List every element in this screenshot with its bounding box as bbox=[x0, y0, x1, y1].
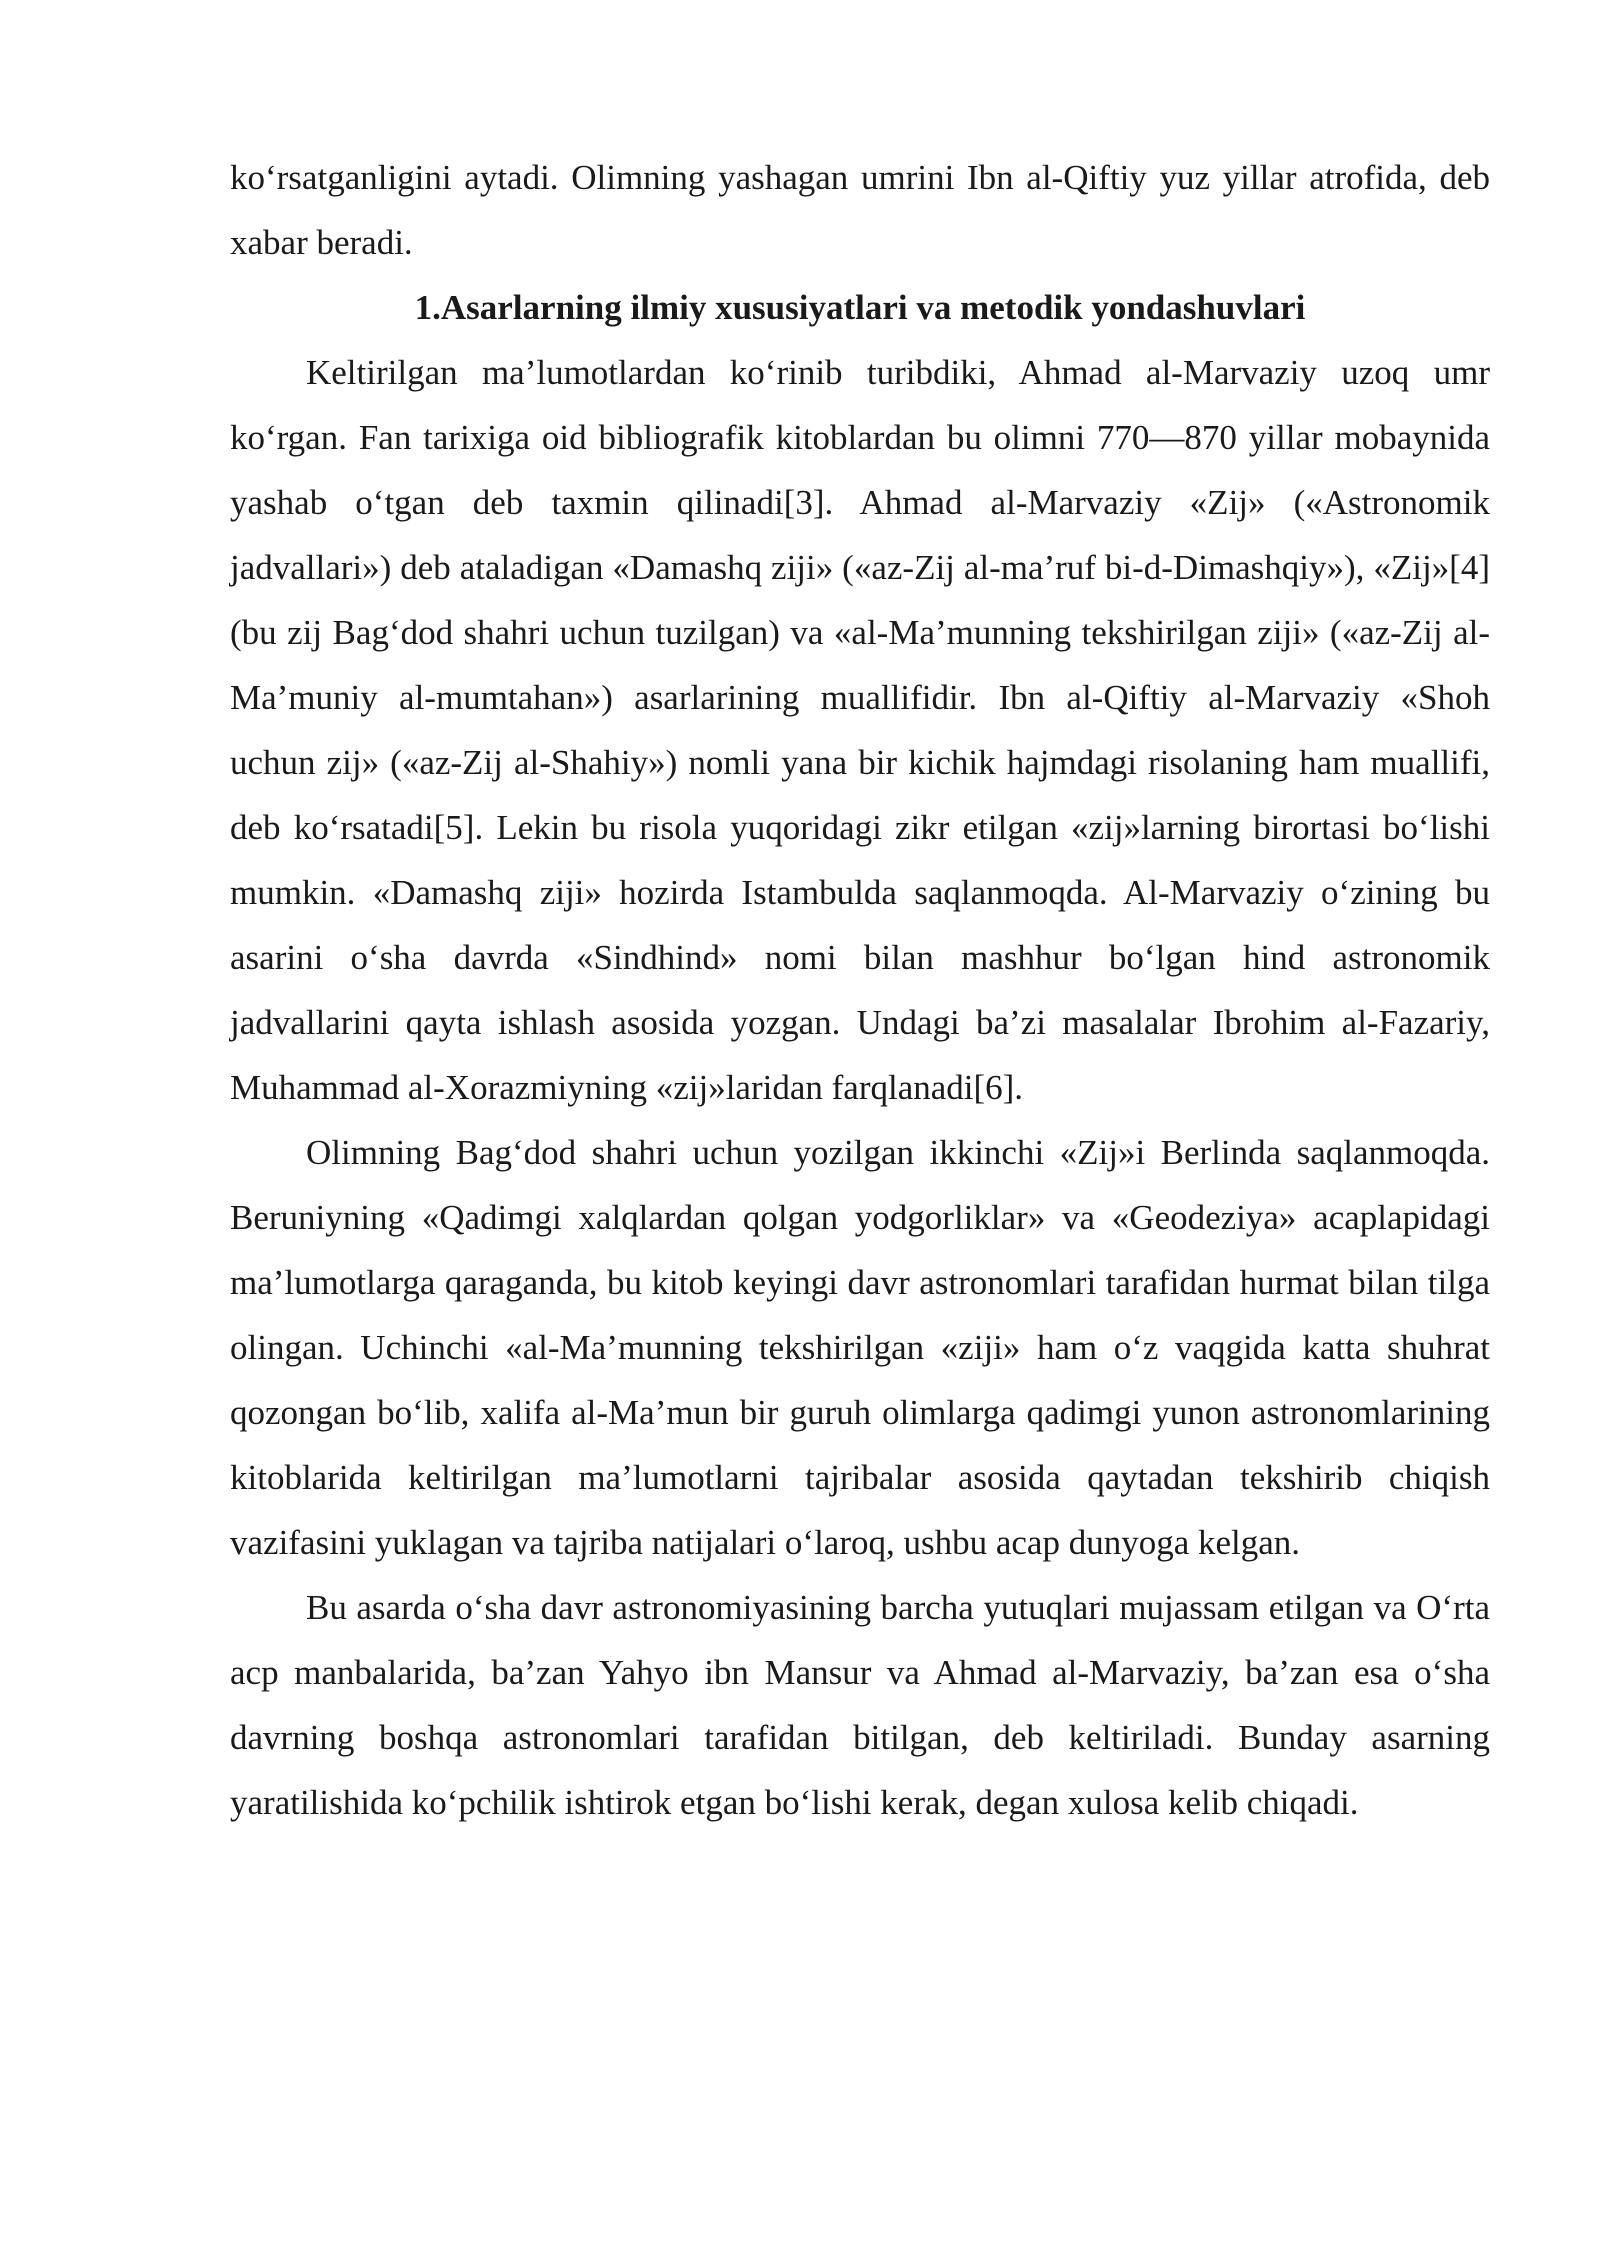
section-heading: 1.Asarlarning ilmiy xususiyatlari va metodik yondashuvlari bbox=[414, 288, 1306, 327]
paragraph-3: Bu asarda o‘sha davr astronomiyasining barcha yutuqlari mujassam etilgan va O‘rta acp manbalarida, ba’zan Yahyo ibn Mansur va Ahmad al-Marvaziy, ba’zan esa o‘sha davrning boshqa astronomlari tarafidan bitilgan, deb keltiriladi. Bunday asarning yaratilishida ko‘pchilik ishtirok etgan bo‘lishi kerak, degan xulosa kelib chiqadi. bbox=[230, 1588, 1490, 1822]
paragraph-continuation: ko‘rsatganligini aytadi. Olimning yashagan umrini Ibn al-Qiftiy yuz yillar atrofida, deb xabar beradi. bbox=[230, 158, 1490, 262]
paragraph-1: Keltirilgan ma’lumotlardan ko‘rinib turibdiki, Ahmad al-Marvaziy uzoq umr ko‘rgan. Fan tarixiga oid bibliografik kitoblardan bu olimni 770—870 yillar mobaynida yashab o‘tgan deb taxmin qilinadi[3]. Ahmad al-Marvaziy «Zij» («Astronomik jadvallari») deb ataladigan «Damashq ziji» («az-Zij al-ma’ruf bi-d-Dimashqiy»), «Zij»[4] (bu zij Bag‘dod shahri uchun tuzilgan) va «al-Ma’munning tekshirilgan ziji» («az-Zij al-Ma’muniy al-mumtahan») asarlarining muallifidir. Ibn al-Qiftiy al-Marvaziy «Shoh uchun zij» («az-Zij al-Shahiy») nomli yana bir kichik hajmdagi risolaning ham muallifi, deb ko‘rsatadi[5]. Lekin bu risola yuqoridagi zikr etilgan «zij»larning birortasi bo‘lishi mumkin. «Damashq ziji» hozirda Istambulda saqlanmoqda. Al-Marvaziy o‘zining bu asarini o‘sha davrda «Sindhind» nomi bilan mashhur bo‘lgan hind astronomik jadvallarini qayta ishlash asosida yozgan. Undagi ba’zi masalalar Ibrohim al-Fazariy, Muhammad al-Xorazmiyning «zij»laridan farqlanadi[6]. bbox=[230, 353, 1490, 1107]
document-page bbox=[230, 145, 1490, 1835]
paragraph-2: Olimning Bag‘dod shahri uchun yozilgan ikkinchi «Zij»i Berlinda saqlanmoqda. Beruniyning «Qadimgi xalqlardan qolgan yodgorliklar» va «Geodeziya» acaplapidagi ma’lumotlarga qaraganda, bu kitob keyingi davr astronomlari tarafidan hurmat bilan tilga olingan. Uchinchi «al-Ma’munning tekshirilgan «ziji» ham o‘z vaqgida katta shuhrat qozongan bo‘lib, xalifa al-Ma’mun bir guruh olimlarga qadimgi yunon astronomlarining kitoblarida keltirilgan ma’lumotlarni tajribalar asosida qaytadan tekshirib chiqish vazifasini yuklagan va tajriba natijalari o‘laroq, ushbu acap dunyoga kelgan. bbox=[230, 1133, 1490, 1562]
